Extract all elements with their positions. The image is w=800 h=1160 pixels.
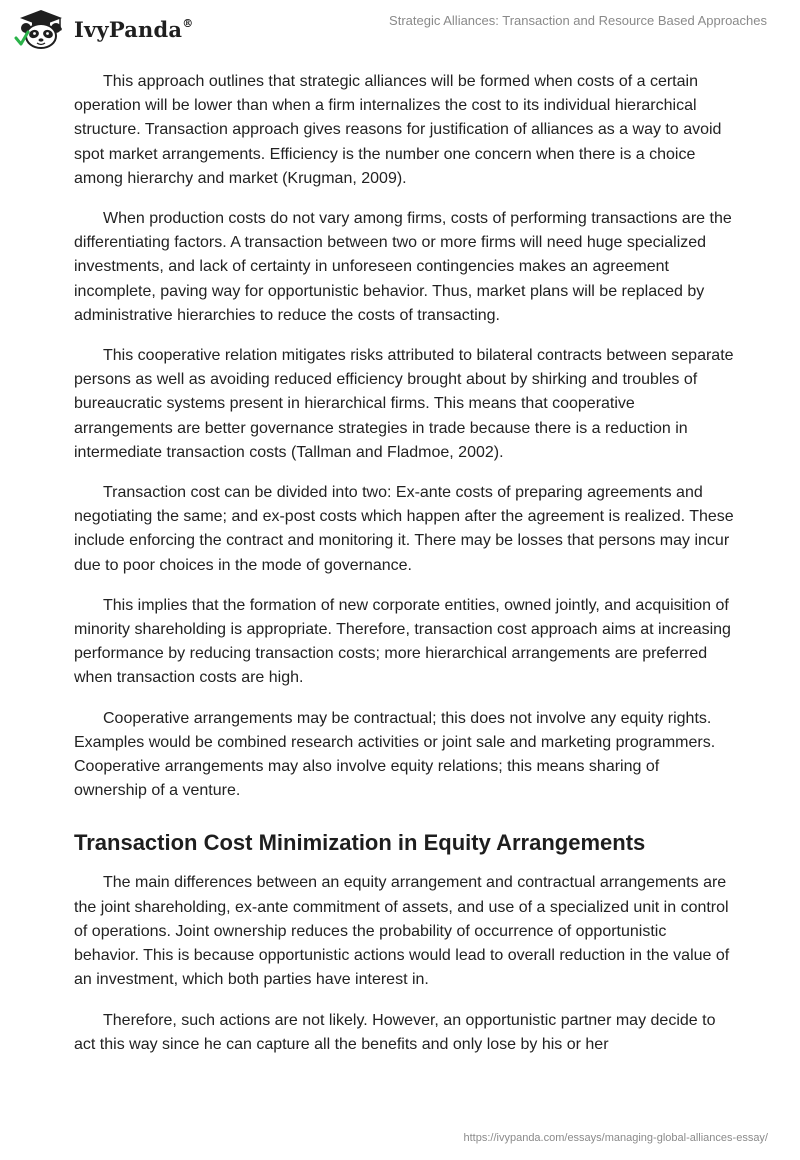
paragraph: Cooperative arrangements may be contractual; this does not involve any equity rights. Examples would be combined research activities or joint sale and marketing programmers. Cooperative arrangements may also involve equity relations; this means sharing of ownership of a venture.	[74, 709, 716, 800]
footer-url[interactable]: https://ivypanda.com/essays/managing-global-alliances-essay/	[463, 1132, 768, 1144]
panda-graduate-icon	[14, 8, 68, 50]
article-body	[74, 70, 734, 1073]
paragraph: Transaction cost can be divided into two: Ex-ante costs of preparing agreements and negotiating the same; and ex-post costs which happen after the agreement is realized. These include enforcing the contract and monitoring it. There may be losses that persons may incur due to poor choices in the mode of governance.	[74, 484, 734, 574]
page-header	[0, 0, 800, 64]
paragraph: When production costs do not vary among firms, costs of performing transactions are the differentiating factors. A transaction between two or more firms will need huge specialized investments, and lack of certainty in unforeseen contingencies makes an agreement incomplete, paving way for opportunistic behavior. Thus, market plans will be replaced by administrative hierarchies to reduce the costs of transacting.	[74, 210, 732, 324]
paragraph: This approach outlines that strategic alliances will be formed when costs of a certain operation will be lower than when a firm internalizes the cost to its individual hierarchical structure. Transaction approach gives reasons for justification of alliances as a way to avoid spot market arrangements. Efficiency is the number one concern when there is a choice among hierarchy and market (Krugman, 2009).	[74, 73, 722, 187]
site-logo[interactable]	[14, 8, 193, 50]
brand-name: IvyPanda®	[74, 16, 194, 42]
paragraph: This implies that the formation of new corporate entities, owned jointly, and acquisition of minority shareholding is appropriate. Therefore, transaction cost approach aims at increasing performance by reducing transaction costs; more hierarchical arrangements are preferred when transaction costs are high.	[74, 596, 731, 687]
paragraph: Therefore, such actions are not likely. However, an opportunistic partner may decide to act this way since he can capture all the benefits and only lose by his or her	[74, 1011, 716, 1053]
paragraph: This cooperative relation mitigates risks attributed to bilateral contracts between separate persons as well as avoiding reduced efficiency brought about by shirking and troubles of bureaucratic systems present in hierarchical firms. This means that cooperative arrangements are better governance strategies in trade because there is a reduction in intermediate transaction costs (Tallman and Fladmoe, 2002).	[74, 347, 734, 461]
document-title: Strategic Alliances: Transaction and Resource Based Approaches	[389, 13, 767, 28]
section-heading: Transaction Cost Minimization in Equity Arrangements	[74, 830, 646, 856]
paragraph: The main differences between an equity arrangement and contractual arrangements are the joint shareholding, ex-ante commitment of assets, and use of a specialized unit in control of operations. Joint ownership reduces the probability of occurrence of opportunistic behavior. This is because opportunistic actions would lead to overall reduction in the value of an investment, which both parties have interest in.	[74, 874, 730, 989]
